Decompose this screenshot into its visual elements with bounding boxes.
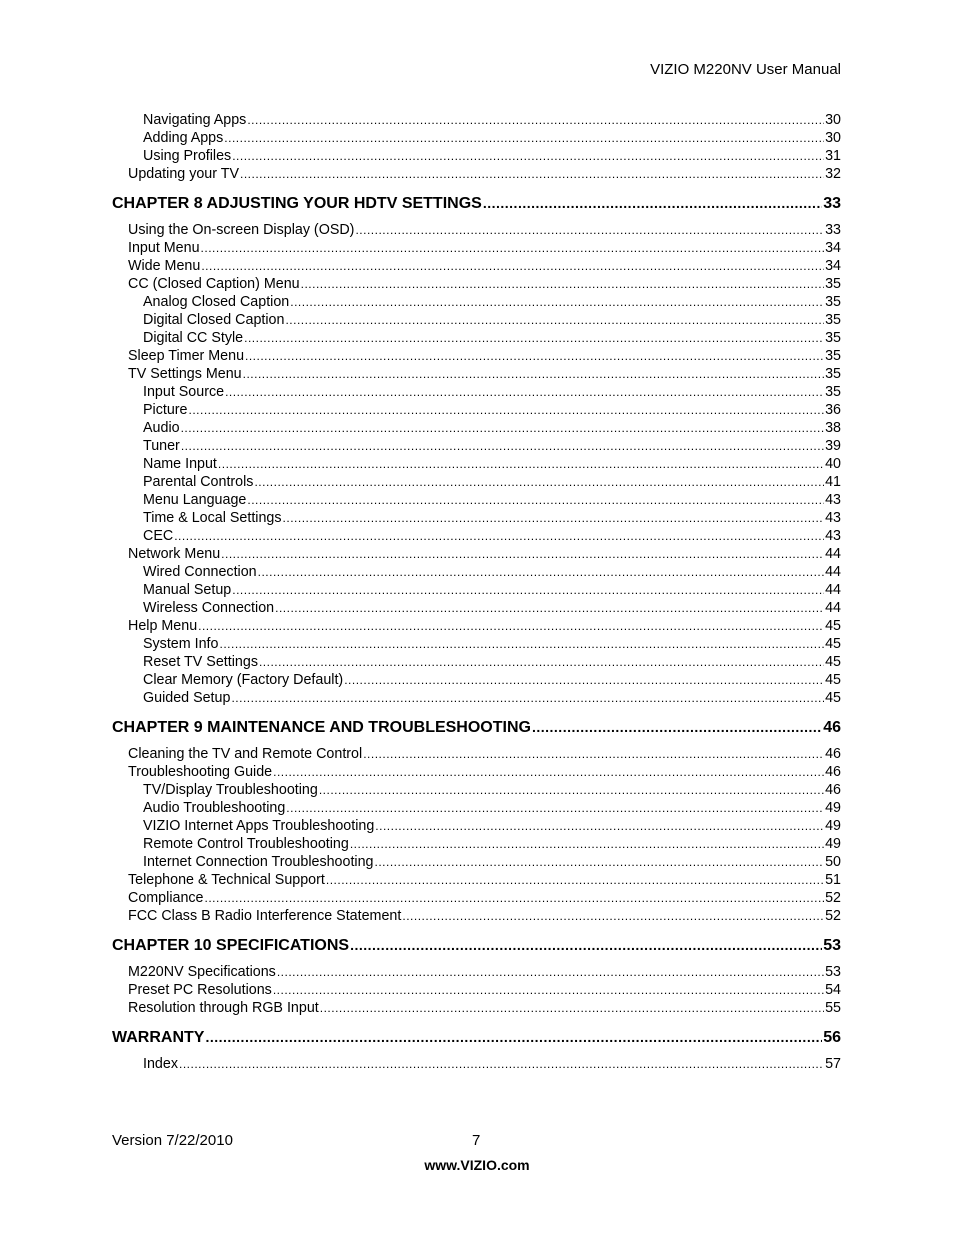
toc-entry-page: 36 bbox=[825, 402, 841, 418]
toc-entry-title: Adding Apps bbox=[143, 130, 224, 146]
toc-entry bbox=[112, 599, 841, 617]
toc-entry bbox=[112, 491, 841, 509]
toc-entry-title: CHAPTER 10 SPECIFICATIONS bbox=[112, 937, 350, 954]
toc-entry-page: 44 bbox=[825, 582, 841, 598]
toc-entry-page: 44 bbox=[825, 546, 841, 562]
dot-leader bbox=[224, 129, 824, 147]
toc-entry-page: 46 bbox=[823, 719, 841, 736]
toc-entry bbox=[112, 871, 841, 889]
dot-leader bbox=[231, 689, 824, 707]
dot-leader bbox=[290, 293, 824, 311]
dot-leader bbox=[189, 401, 825, 419]
toc-entry-page: 51 bbox=[825, 872, 841, 888]
toc-entry-page: 31 bbox=[825, 148, 841, 164]
toc-entry bbox=[112, 147, 841, 165]
dot-leader bbox=[363, 745, 824, 763]
toc-entry bbox=[112, 617, 841, 635]
toc-entry bbox=[112, 473, 841, 491]
toc-entry-title: Index bbox=[143, 1056, 178, 1072]
toc-entry bbox=[112, 311, 841, 329]
toc-entry-page: 32 bbox=[825, 166, 841, 182]
toc-entry-page: 43 bbox=[825, 492, 841, 508]
toc-entry-title: System Info bbox=[143, 636, 219, 652]
dot-leader bbox=[205, 889, 825, 907]
toc-entry bbox=[112, 329, 841, 347]
toc-entry-title: CC (Closed Caption) Menu bbox=[128, 276, 300, 292]
dot-leader bbox=[277, 963, 824, 981]
toc-entry bbox=[112, 907, 841, 925]
toc-entry-title: Help Menu bbox=[128, 618, 198, 634]
toc-entry-title: TV/Display Troubleshooting bbox=[143, 782, 318, 798]
toc-entry-page: 46 bbox=[825, 764, 841, 780]
toc-entry-page: 39 bbox=[825, 438, 841, 454]
toc-entry bbox=[112, 165, 841, 183]
toc-entry-page: 52 bbox=[825, 908, 841, 924]
toc-entry-page: 34 bbox=[825, 258, 841, 274]
toc-entry-title: Name Input bbox=[143, 456, 217, 472]
toc-entry bbox=[112, 671, 841, 689]
toc-entry-title: Navigating Apps bbox=[143, 112, 247, 128]
toc-entry-title: CHAPTER 9 MAINTENANCE AND TROUBLESHOOTING bbox=[112, 719, 531, 736]
toc-entry-page: 49 bbox=[825, 800, 841, 816]
toc-entry-title: Input Source bbox=[143, 384, 225, 400]
toc-entry-page: 43 bbox=[825, 528, 841, 544]
toc-entry-title: Audio bbox=[143, 420, 180, 436]
toc-entry-page: 45 bbox=[825, 690, 841, 706]
toc-entry-title: Analog Closed Caption bbox=[143, 294, 290, 310]
dot-leader bbox=[532, 717, 822, 737]
toc-chapter-entry bbox=[112, 935, 841, 955]
toc-entry-title: Picture bbox=[143, 402, 188, 418]
toc-entry-title: Compliance bbox=[128, 890, 204, 906]
dot-leader bbox=[483, 193, 822, 213]
toc-entry bbox=[112, 889, 841, 907]
dot-leader bbox=[181, 419, 825, 437]
toc-entry-page: 35 bbox=[825, 330, 841, 346]
toc-entry-page: 45 bbox=[825, 636, 841, 652]
toc-entry-title: Parental Controls bbox=[143, 474, 254, 490]
toc-entry-page: 30 bbox=[825, 112, 841, 128]
toc-entry-page: 30 bbox=[825, 130, 841, 146]
toc-entry-title: Preset PC Resolutions bbox=[128, 982, 272, 998]
dot-leader bbox=[259, 653, 824, 671]
footer-url: www.VIZIO.com bbox=[424, 1157, 530, 1173]
dot-leader bbox=[344, 671, 824, 689]
toc-entry bbox=[112, 853, 841, 871]
toc-entry-page: 35 bbox=[825, 348, 841, 364]
toc-entry-title: Digital CC Style bbox=[143, 330, 244, 346]
table-of-contents bbox=[112, 111, 841, 1073]
dot-leader bbox=[220, 635, 825, 653]
toc-entry-page: 55 bbox=[825, 1000, 841, 1016]
toc-entry-page: 57 bbox=[825, 1056, 841, 1072]
toc-entry-page: 34 bbox=[825, 240, 841, 256]
dot-leader bbox=[286, 799, 824, 817]
dot-leader bbox=[319, 781, 824, 799]
dot-leader bbox=[273, 763, 824, 781]
toc-entry-page: 45 bbox=[825, 672, 841, 688]
toc-entry bbox=[112, 365, 841, 383]
dot-leader bbox=[326, 871, 824, 889]
toc-entry bbox=[112, 799, 841, 817]
toc-entry-page: 38 bbox=[825, 420, 841, 436]
toc-entry-title: FCC Class B Radio Interference Statement bbox=[128, 908, 402, 924]
toc-entry-page: 53 bbox=[825, 964, 841, 980]
toc-entry-title: Guided Setup bbox=[143, 690, 231, 706]
toc-entry bbox=[112, 817, 841, 835]
toc-entry-title: Sleep Timer Menu bbox=[128, 348, 245, 364]
dot-leader bbox=[225, 383, 824, 401]
toc-chapter-entry bbox=[112, 717, 841, 737]
toc-entry-title: Time & Local Settings bbox=[143, 510, 282, 526]
toc-entry-page: 44 bbox=[825, 564, 841, 580]
toc-entry-title: Cleaning the TV and Remote Control bbox=[128, 746, 363, 762]
toc-entry-title: Reset TV Settings bbox=[143, 654, 258, 670]
toc-entry-title: Remote Control Troubleshooting bbox=[143, 836, 349, 852]
toc-entry-page: 50 bbox=[825, 854, 841, 870]
toc-entry bbox=[112, 999, 841, 1017]
toc-entry-title: Input Menu bbox=[128, 240, 200, 256]
dot-leader bbox=[198, 617, 824, 635]
toc-entry bbox=[112, 257, 841, 275]
dot-leader bbox=[174, 527, 824, 545]
dot-leader bbox=[243, 365, 824, 383]
dot-leader bbox=[254, 473, 824, 491]
toc-entry-title: WARRANTY bbox=[112, 1029, 205, 1046]
toc-entry-page: 44 bbox=[825, 600, 841, 616]
toc-entry-page: 53 bbox=[823, 937, 841, 954]
toc-entry-page: 35 bbox=[825, 312, 841, 328]
dot-leader bbox=[275, 599, 824, 617]
toc-chapter-entry bbox=[112, 193, 841, 213]
dot-leader bbox=[283, 509, 825, 527]
toc-entry bbox=[112, 293, 841, 311]
dot-leader bbox=[201, 257, 824, 275]
toc-entry bbox=[112, 545, 841, 563]
toc-entry-page: 52 bbox=[825, 890, 841, 906]
toc-entry bbox=[112, 781, 841, 799]
toc-entry-title: Digital Closed Caption bbox=[143, 312, 285, 328]
toc-entry-page: 54 bbox=[825, 982, 841, 998]
dot-leader bbox=[244, 329, 824, 347]
toc-entry bbox=[112, 111, 841, 129]
dot-leader bbox=[218, 455, 824, 473]
dot-leader bbox=[247, 111, 824, 129]
toc-entry-page: 46 bbox=[825, 782, 841, 798]
toc-entry-page: 35 bbox=[825, 366, 841, 382]
toc-entry-title: Resolution through RGB Input bbox=[128, 1000, 319, 1016]
toc-entry bbox=[112, 1055, 841, 1073]
toc-entry-page: 49 bbox=[825, 818, 841, 834]
toc-entry bbox=[112, 509, 841, 527]
toc-entry-title: Audio Troubleshooting bbox=[143, 800, 286, 816]
toc-entry-title: Tuner bbox=[143, 438, 180, 454]
toc-entry-title: TV Settings Menu bbox=[128, 366, 242, 382]
dot-leader bbox=[232, 147, 824, 165]
dot-leader bbox=[245, 347, 824, 365]
toc-entry-title: Manual Setup bbox=[143, 582, 232, 598]
toc-entry-title: Telephone & Technical Support bbox=[128, 872, 325, 888]
toc-entry-page: 43 bbox=[825, 510, 841, 526]
dot-leader bbox=[221, 545, 824, 563]
dot-leader bbox=[273, 981, 824, 999]
dot-leader bbox=[258, 563, 824, 581]
toc-entry-title: Using Profiles bbox=[143, 148, 232, 164]
toc-entry-page: 40 bbox=[825, 456, 841, 472]
toc-entry bbox=[112, 835, 841, 853]
toc-entry-title: Wide Menu bbox=[128, 258, 201, 274]
toc-entry-page: 33 bbox=[825, 222, 841, 238]
toc-entry-title: Wired Connection bbox=[143, 564, 257, 580]
toc-entry-title: Network Menu bbox=[128, 546, 221, 562]
toc-entry bbox=[112, 129, 841, 147]
toc-entry bbox=[112, 527, 841, 545]
dot-leader bbox=[375, 853, 825, 871]
dot-leader bbox=[402, 907, 824, 925]
toc-entry-page: 41 bbox=[825, 474, 841, 490]
toc-entry-page: 35 bbox=[825, 276, 841, 292]
toc-entry bbox=[112, 275, 841, 293]
dot-leader bbox=[181, 437, 824, 455]
toc-entry-title: VIZIO Internet Apps Troubleshooting bbox=[143, 818, 375, 834]
toc-entry-page: 49 bbox=[825, 836, 841, 852]
document-title: VIZIO M220NV User Manual bbox=[650, 61, 841, 78]
dot-leader bbox=[179, 1055, 824, 1073]
toc-entry-title: Updating your TV bbox=[128, 166, 239, 182]
toc-entry-page: 45 bbox=[825, 654, 841, 670]
toc-entry bbox=[112, 347, 841, 365]
toc-chapter-entry bbox=[112, 1027, 841, 1047]
toc-entry bbox=[112, 745, 841, 763]
toc-entry-title: Troubleshooting Guide bbox=[128, 764, 273, 780]
toc-entry bbox=[112, 653, 841, 671]
toc-entry-title: Wireless Connection bbox=[143, 600, 275, 616]
dot-leader bbox=[350, 935, 822, 955]
toc-entry bbox=[112, 635, 841, 653]
toc-entry bbox=[112, 383, 841, 401]
toc-entry-title: Internet Connection Troubleshooting bbox=[143, 854, 374, 870]
dot-leader bbox=[201, 239, 825, 257]
toc-entry bbox=[112, 981, 841, 999]
toc-entry bbox=[112, 455, 841, 473]
toc-entry-title: M220NV Specifications bbox=[128, 964, 276, 980]
dot-leader bbox=[301, 275, 824, 293]
toc-entry bbox=[112, 689, 841, 707]
toc-entry bbox=[112, 239, 841, 257]
toc-entry-title: Menu Language bbox=[143, 492, 247, 508]
toc-entry-page: 56 bbox=[823, 1029, 841, 1046]
toc-entry bbox=[112, 963, 841, 981]
dot-leader bbox=[350, 835, 824, 853]
footer-version: Version 7/22/2010 bbox=[112, 1132, 233, 1149]
dot-leader bbox=[355, 221, 824, 239]
toc-entry-page: 45 bbox=[825, 618, 841, 634]
toc-entry bbox=[112, 401, 841, 419]
dot-leader bbox=[205, 1027, 822, 1047]
dot-leader bbox=[285, 311, 824, 329]
dot-leader bbox=[247, 491, 824, 509]
dot-leader bbox=[240, 165, 824, 183]
dot-leader bbox=[375, 817, 824, 835]
toc-entry-page: 35 bbox=[825, 384, 841, 400]
toc-entry-title: Using the On-screen Display (OSD) bbox=[128, 222, 355, 238]
toc-entry-page: 33 bbox=[823, 195, 841, 212]
toc-entry bbox=[112, 563, 841, 581]
toc-entry bbox=[112, 763, 841, 781]
page-number: 7 bbox=[472, 1132, 481, 1149]
toc-entry bbox=[112, 581, 841, 599]
toc-entry-title: CEC bbox=[143, 528, 174, 544]
toc-entry-page: 35 bbox=[825, 294, 841, 310]
dot-leader bbox=[232, 581, 824, 599]
toc-entry-page: 46 bbox=[825, 746, 841, 762]
toc-entry bbox=[112, 419, 841, 437]
toc-entry bbox=[112, 221, 841, 239]
toc-entry-title: CHAPTER 8 ADJUSTING YOUR HDTV SETTINGS bbox=[112, 195, 482, 212]
toc-entry-title: Clear Memory (Factory Default) bbox=[143, 672, 344, 688]
dot-leader bbox=[320, 999, 824, 1017]
toc-entry bbox=[112, 437, 841, 455]
